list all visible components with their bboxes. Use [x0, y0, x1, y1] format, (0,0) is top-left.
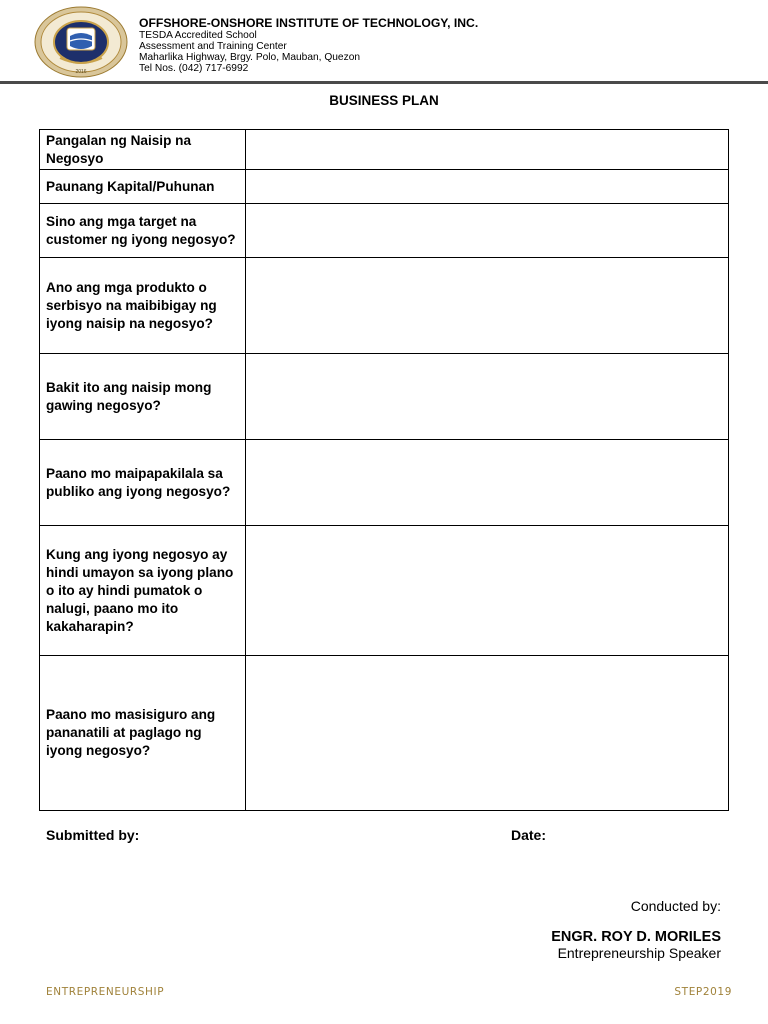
question-cell: Kung ang iyong negosyo ay hindi umayon sa iyong plano o ito ay hindi pumatok o nalugi, paano mo ito kakaharapin? — [40, 526, 246, 656]
conducted-by-label: Conducted by: — [630, 898, 721, 914]
table-row — [40, 130, 729, 170]
table-row — [40, 354, 729, 440]
business-plan-table — [39, 129, 729, 811]
page-footer-right: STEP2019 — [674, 986, 732, 998]
center-line: Assessment and Training Center — [139, 41, 287, 52]
question-cell: Pangalan ng Naisip na Negosyo — [40, 130, 246, 170]
document-header — [0, 0, 768, 90]
answer-cell[interactable] — [246, 440, 729, 526]
question-cell: Paunang Kapital/Puhunan — [40, 170, 246, 204]
accreditation-line: TESDA Accredited School — [139, 30, 257, 41]
answer-cell[interactable] — [246, 258, 729, 354]
question-cell: Ano ang mga produkto o serbisyo na maibibigay ng iyong naisip na negosyo? — [40, 258, 246, 354]
submitted-by-label: Submitted by: — [46, 827, 140, 843]
date-label: Date: — [511, 827, 547, 843]
answer-cell[interactable] — [246, 526, 729, 656]
document-title: BUSINESS PLAN — [329, 93, 439, 108]
question-cell: Paano mo masisiguro ang pananatili at paglago ng iyong negosyo? — [40, 656, 246, 811]
address-line: Maharlika Highway, Brgy. Polo, Mauban, Quezon — [139, 52, 361, 63]
question-cell: Paano mo maipapakilala sa publiko ang iyong negosyo? — [40, 440, 246, 526]
seal-year: 2016 — [75, 69, 87, 75]
table-row — [40, 204, 729, 258]
answer-cell[interactable] — [246, 354, 729, 440]
question-cell: Bakit ito ang naisip mong gawing negosyo? — [40, 354, 246, 440]
speaker-title: Entrepreneurship Speaker — [557, 945, 721, 961]
table-row — [40, 170, 729, 204]
phone-line: Tel Nos. (042) 717-6992 — [139, 63, 249, 74]
answer-cell[interactable] — [246, 204, 729, 258]
table-row — [40, 526, 729, 656]
table-row — [40, 258, 729, 354]
answer-cell[interactable] — [246, 170, 729, 204]
institution-name: OFFSHORE-ONSHORE INSTITUTE OF TECHNOLOGY, INC. — [139, 16, 479, 30]
question-cell: Sino ang mga target na customer ng iyong negosyo? — [40, 204, 246, 258]
table-row — [40, 656, 729, 811]
header-divider — [0, 81, 768, 84]
table-row — [40, 440, 729, 526]
speaker-name: ENGR. ROY D. MORILES — [551, 929, 721, 945]
answer-cell[interactable] — [246, 656, 729, 811]
answer-cell[interactable] — [246, 130, 729, 170]
institute-seal-logo — [34, 6, 128, 78]
page-footer-left: ENTREPRENEURSHIP — [46, 986, 165, 998]
